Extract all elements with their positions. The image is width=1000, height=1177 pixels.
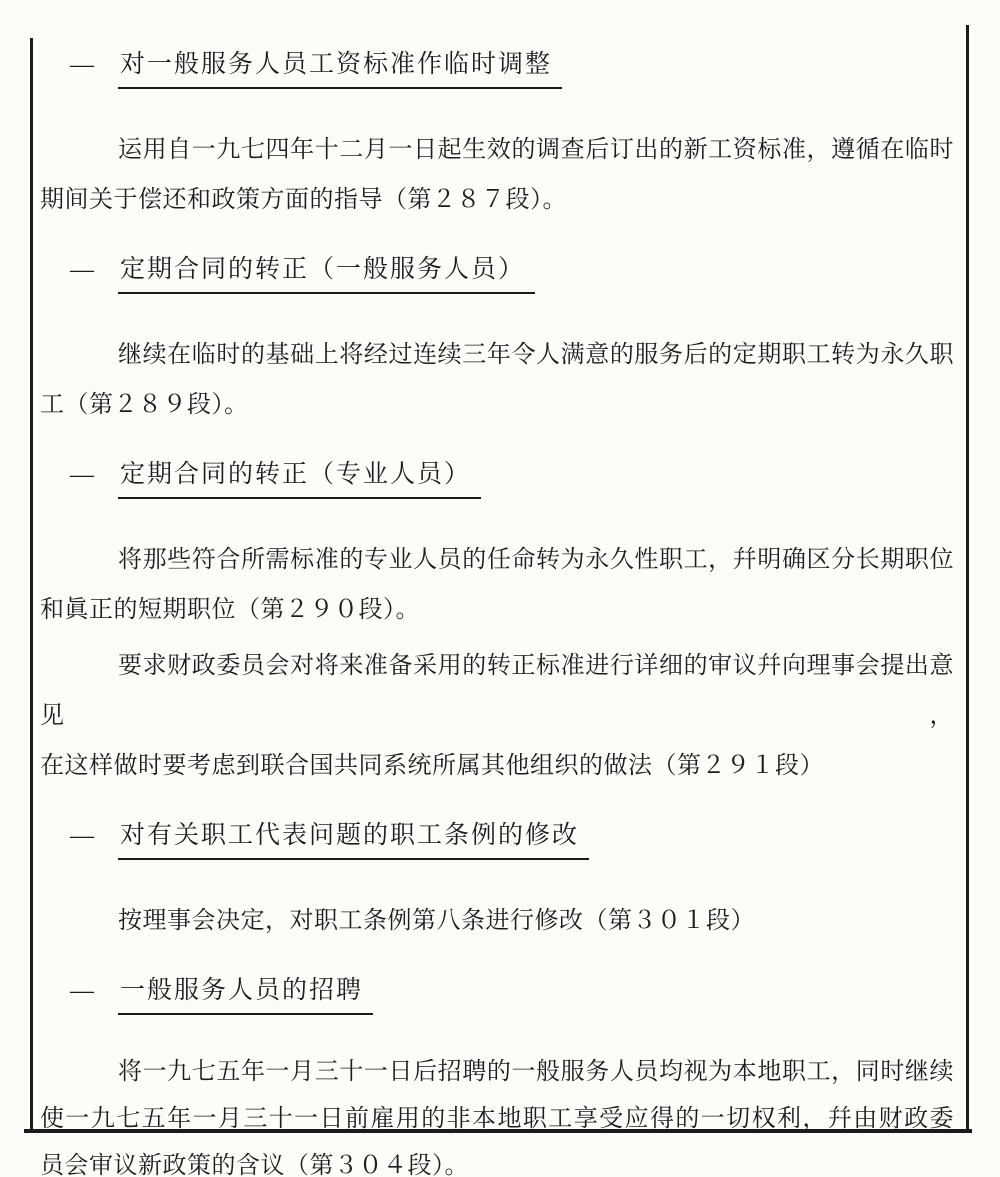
paragraph: [40, 535, 954, 635]
text-line: 将一九七五年一月三十一日后招聘的一般服务人员均视为本地职工，同时继续: [118, 1059, 954, 1085]
section-heading: [40, 460, 954, 499]
text-line: 期间关于偿还和政策方面的指导（第２８７段）。: [40, 187, 567, 213]
section-heading: [40, 976, 954, 1015]
paragraph: [40, 1049, 954, 1177]
section-item: [40, 255, 954, 430]
page-border-left: [30, 38, 33, 1131]
section-heading: [40, 255, 954, 294]
text-line: 和眞正的短期职位（第２９０段）。: [40, 597, 420, 623]
page-border-right: [966, 25, 969, 1131]
text-line: 将那些符合所需标准的专业人员的任命转为永久性职工，幷明确区分长期职位: [118, 547, 954, 573]
text-line: 员会审议新政策的含议（第３０４段）。: [40, 1153, 469, 1177]
document-content: [40, 40, 954, 1177]
paragraph: [40, 896, 954, 946]
dash-marker: —: [70, 823, 94, 849]
section-title: 定期合同的转正（一般服务人员）: [118, 255, 535, 294]
section-item: [40, 460, 954, 791]
section-item: [40, 976, 954, 1177]
paragraph: [40, 641, 954, 791]
section-title: 一般服务人员的招聘: [118, 976, 373, 1015]
section-item: [40, 821, 954, 946]
section-heading: [40, 821, 954, 860]
dash-marker: —: [70, 257, 94, 283]
section-item: [40, 50, 954, 225]
section-title: 对一般服务人员工资标准作临时调整: [118, 50, 562, 89]
text-line: 工（第２８９段）。: [40, 392, 249, 418]
text-line: 按理事会决定，对职工条例第八条进行修改（第３０１段）: [118, 908, 755, 934]
dash-marker: —: [70, 52, 94, 78]
section-title: 定期合同的转正（专业人员）: [118, 460, 481, 499]
dash-marker: —: [70, 978, 94, 1004]
paragraph: [40, 125, 954, 225]
text-line: 继续在临时的基础上将经过连续三年令人满意的服务后的定期职工转为永久职: [118, 342, 954, 368]
dash-marker: —: [70, 462, 94, 488]
section-heading: [40, 50, 954, 89]
text-line: 使一九七五年一月三十一日前雇用的非本地职工享受应得的一切权利，幷由财政委: [40, 1106, 954, 1132]
text-line: 运用自一九七四年十二月一日起生效的调查后订出的新工资标准，遵循在临时: [118, 137, 954, 163]
text-line: 要求财政委员会对将来准备采用的转正标准进行详细的审议幷向理事会提出意见，: [40, 653, 954, 729]
section-title: 对有关职工代表问题的职工条例的修改: [118, 821, 589, 860]
text-line: 在这样做时要考虑到联合国共同系统所属其他组织的做法（第２９１段）: [40, 753, 824, 779]
paragraph: [40, 330, 954, 430]
